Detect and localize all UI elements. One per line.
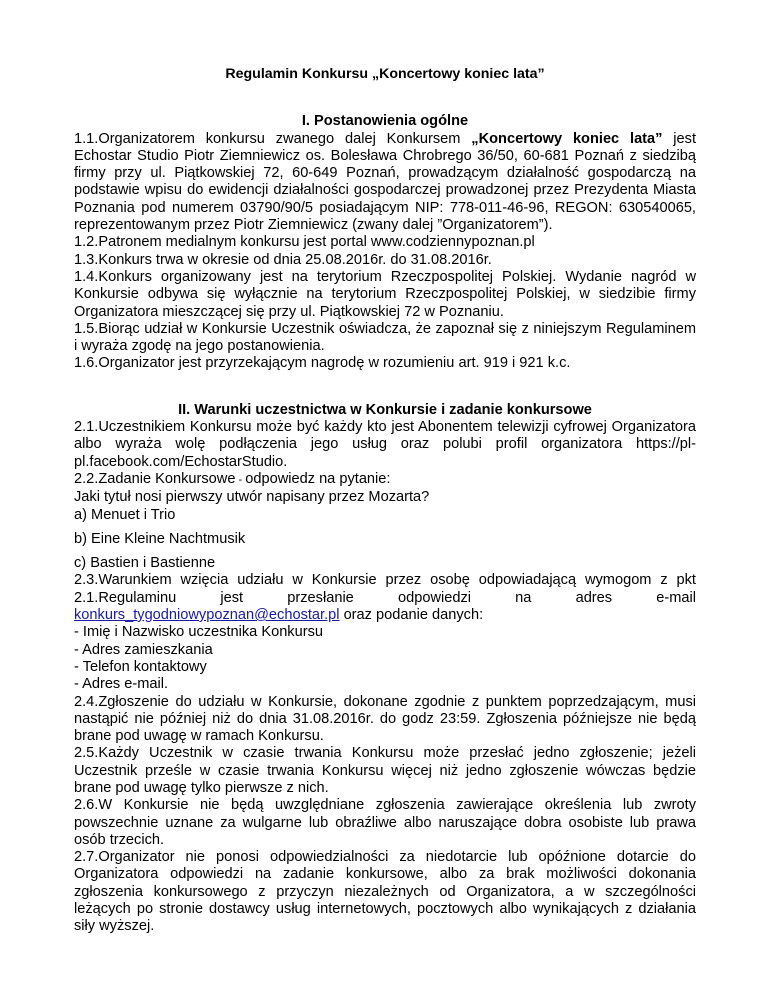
paragraph-1-1-start: 1.1.Organizatorem konkursu zwanego dalej Konkursem [74, 130, 472, 147]
answer-a: a) Menuet i Trio [74, 506, 176, 523]
required-data-item: - Adres zamieszkania [74, 641, 213, 658]
paragraph-2-4: 2.4.Zgłoszenie do udziału w Konkursie, dokonane zgodnie z punktem poprzedzającym, musi nastąpić nie później niż do dnia 31.08.2016r. do godz 23:59. Zgłoszenia późniejsze nie będą brane pod uwagę w ramach Konkursu. [74, 693, 696, 745]
paragraph-2-1: 2.1.Uczestnikiem Konkursu może być każdy kto jest Abonentem telewizji cyfrowej Organizatora albo wyraża wolę podłączenia jego usług oraz polubi profil organizatora https://pl-pl.facebook.com/EchostarStudio. [74, 419, 696, 470]
document-title: Regulamin Konkursu „Koncertowy koniec lata” [225, 66, 545, 82]
paragraph-2-3-start: 2.3.Warunkiem wzięcia udziału w Konkursie przez osobę odpowiadającą wymogom z pkt 2.1.Regulaminu jest przesłanie odpowiedzi na adres e-mail [74, 572, 696, 606]
paragraph-2-2-rest: odpowiedz na pytanie: [245, 470, 391, 487]
paragraph-2-7: 2.7.Organizator nie ponosi odpowiedzialności za niedotarcie lub opóźnione dotarcie do Organizatora odpowiedzi na zadanie konkursowe, albo za brak możliwości dokonania zgłoszenia konkursowego z przyczyn niezależnych od Organizatora, a w szczególności leżących po stronie dostawcy usług internetowych, pocztowych albo wynikających z działania siły wyższej. [74, 849, 696, 935]
paragraph-2-2 [74, 471, 696, 489]
paragraph-1-5: 1.5.Biorąc udział w Konkursie Uczestnik oświadcza, że zapoznał się z niniejszym Regulaminem i wyraża zgodę na jego postanowienia. [74, 320, 696, 355]
answer-spacer [74, 548, 696, 555]
section-2-heading: II. Warunki uczestnictwa w Konkursie i zadanie konkursowe [178, 401, 592, 418]
document-page [74, 66, 696, 936]
paragraph-2-6: 2.6.W Konkursie nie będą uwzględniane zgłoszenia zawierające określenia lub zwroty powszechnie uznane za wulgarne lub obraźliwe albo naruszające dobra osobiste lub prawa osób trzecich. [74, 797, 696, 848]
section-1-heading: I. Postanowienia ogólne [301, 113, 469, 130]
dash: - [235, 473, 246, 486]
paragraph-1-4: 1.4.Konkurs organizowany jest na terytorium Rzeczpospolitej Polskiej. Wydanie nagród w Konkursie odbywa się wyłącznie na terytorium Rzeczpospolitej Polskiej, w siedzibie firmy Organizatora mieszczącej się przy ul. Piątkowskiej 72 w Poznaniu. [74, 268, 696, 320]
section-spacer [74, 373, 696, 402]
contest-email-link[interactable]: konkurs_tygodniowypoznan@echostar.pl [74, 607, 340, 624]
paragraph-1-2: 1.2.Patronem medialnym konkursu jest portal www.codziennypoznan.pl [74, 234, 535, 251]
paragraph-1-1-rest: jest Echostar Studio Piotr Ziemniewicz os. Bolesława Chrobrego 36/50, 60-681 Poznań z siedzibą firmy przy ul. Piątkowskiej 72, 60-649 Poznań, prowadzącym działalność gospodarczą na podstawie wpisu do ewidencji działalności gospodarczej prowadzonej przez Prezydenta Miasta Poznania pod numerem 03790/90/5 posiadającym NIP: 778-011-46-96, REGON: 630540065, reprezentowanym przez Piotr Ziemniewicz (zwany dalej ”Organizatorem”). [74, 130, 696, 234]
answer-spacer [74, 524, 696, 531]
paragraph-2-3-rest: oraz podanie danych: [339, 607, 484, 624]
paragraph-2-3 [74, 572, 696, 624]
paragraph-1-6: 1.6.Organizator jest przyrzekającym nagrodę w rozumieniu art. 919 i 921 k.c. [74, 355, 571, 372]
contest-question: Jaki tytuł nosi pierwszy utwór napisany przez Mozarta? [74, 489, 430, 506]
answer-c: c) Bastien i Bastienne [74, 555, 216, 572]
paragraph-1-1 [74, 131, 696, 235]
required-data-item: - Telefon kontaktowy [74, 658, 207, 675]
contest-name: „Koncertowy koniec lata” [471, 130, 663, 147]
paragraph-1-3: 1.3.Konkurs trwa w okresie od dnia 25.08.2016r. do 31.08.2016r. [74, 251, 492, 268]
answer-b: b) Eine Kleine Nachtmusik [74, 530, 246, 547]
paragraph-2-2-start: 2.2.Zadanie Konkursowe [74, 470, 236, 487]
paragraph-2-5: 2.5.Każdy Uczestnik w czasie trwania Konkursu może przesłać jedno zgłoszenie; jeżeli Uczestnik prześle w czasie trwania Konkursu więcej niż jedno zgłoszenie wówczas będzie brane pod uwagę tylko pierwsze z nich. [74, 745, 696, 796]
required-data-item: - Imię i Nazwisko uczestnika Konkursu [74, 624, 323, 641]
required-data-item: - Adres e-mail. [74, 676, 169, 693]
